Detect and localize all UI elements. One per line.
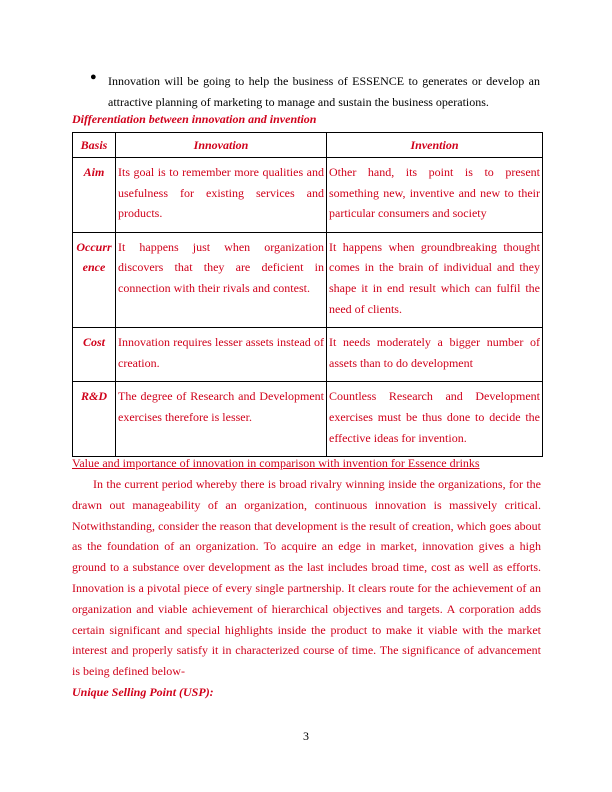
row-basis: Aim [73,158,116,233]
section-subheading: Value and importance of innovation in comparison with invention for Essence drinks [72,456,480,470]
row-invention: It happens when groundbreaking thought comes in the brain of individual and they shape it in end result which can fulfil the need of clients. [327,232,543,327]
bullet-line-1: Innovation will be going to help the business of ESSENCE to generates or develop an [108,74,540,88]
row-innovation: It happens just when organization discovers that they are deficient in connection with their rivals and contest. [116,232,327,327]
table-row [73,328,543,382]
row-basis-text: Occurrence [76,239,112,275]
bullet-dot: ● [90,71,97,83]
row-invention: Other hand, its point is to present something new, inventive and new to their particular consumers and society [327,158,543,233]
page-number: 3 [303,729,309,743]
row-innovation: Innovation requires lesser assets instead of creation. [116,328,327,382]
table-row [73,382,543,457]
row-basis [73,232,116,327]
table-row [73,232,543,327]
table-heading: Differentiation between innovation and invention [72,112,317,126]
header-innovation: Innovation [116,133,327,158]
row-invention: Countless Research and Development exercises must be thus done to decide the effective ideas for invention. [327,382,543,457]
table-header-row [73,133,543,158]
table-row [73,158,543,233]
differentiation-table [72,132,543,457]
row-invention: It needs moderately a bigger number of assets than to do development [327,328,543,382]
body-paragraph: In the current period whereby there is broad rivalry winning inside the organizations, for the drawn out manageability of an organization, continuous innovation is massively critical. Notwithstanding, consider the reason that development is the result of creation, which goes about as the foundation of an organization. To acquire an edge in market, innovation gives a high ground to a substance over development as the last includes broad time, cost as well as efforts. Innovation is a pivotal piece of every single partnership. It clears route for the achievement of an organization and viable achievement of hierarchical objectives and targets. A corporation adds certain significant and special highlights inside the product to make it viable with the market interest and properly satisfy it in characterized course of time. The significance of advancement is being defined below- [72,477,541,679]
header-invention: Invention [327,133,543,158]
header-basis: Basis [73,133,116,158]
bullet-line-2: attractive planning of marketing to manage and sustain the business operations. [108,95,489,109]
row-innovation: The degree of Research and Development exercises therefore is lesser. [116,382,327,457]
row-innovation: Its goal is to remember more qualities and usefulness for existing services and products. [116,158,327,233]
row-basis: R&D [73,382,116,457]
bullet-text [108,71,540,113]
bullet-item [90,71,540,113]
usp-heading: Unique Selling Point (USP): [72,685,214,699]
row-basis: Cost [73,328,116,382]
